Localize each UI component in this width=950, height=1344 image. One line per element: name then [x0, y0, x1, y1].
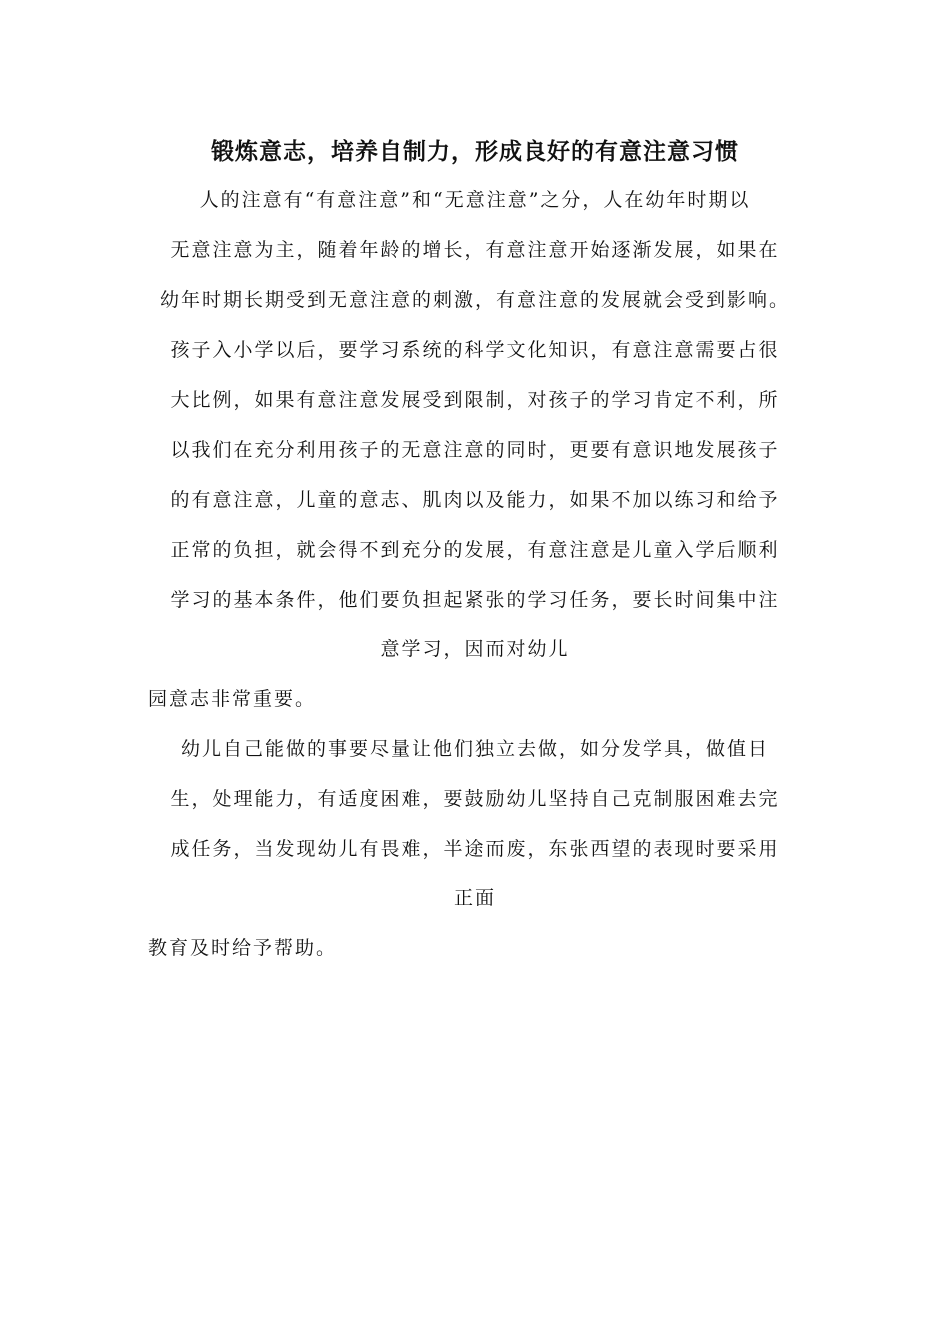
text-line: 无意注意为主，随着年龄的增长，有意注意开始逐渐发展，如果在 [170, 239, 780, 261]
document-title: 锻炼意志，培养自制力，形成良好的有意注意习惯 [211, 138, 739, 165]
text-line: 园意志非常重要。 [148, 688, 317, 710]
text-line: 孩子入小学以后，要学习系统的科学文化知识，有意注意需要占很 [170, 339, 780, 361]
text-line: 意学习，因而对幼儿 [380, 638, 570, 660]
text-line: 大比例，如果有意注意发展受到限制，对孩子的学习肯定不利，所 [170, 389, 780, 411]
text-line: 以我们在充分利用孩子的无意注意的同时，更要有意识地发展孩子 [170, 439, 780, 461]
text-line: 正面 [453, 887, 496, 909]
text-line: 人的注意有“有意注意”和“无意注意”之分，人在幼年时期以 [199, 189, 751, 211]
text-line: 幼儿自己能做的事要尽量让他们独立去做，如分发学具，做值日 [180, 738, 769, 760]
text-line: 学习的基本条件，他们要负担起紧张的学习任务，要长时间集中注 [170, 589, 780, 611]
text-line: 正常的负担，就会得不到充分的发展，有意注意是儿童入学后顺利 [170, 539, 780, 561]
text-line: 教育及时给予帮助。 [148, 937, 338, 959]
text-line: 生，处理能力，有适度困难，要鼓励幼儿坚持自己克制服困难去完 [170, 788, 780, 810]
text-line: 的有意注意，儿童的意志、肌肉以及能力，如果不加以练习和给予 [170, 489, 780, 511]
text-line: 成任务，当发现幼儿有畏难，半途而废，东张西望的表现时要采用 [170, 838, 780, 860]
text-line: 幼年时期长期受到无意注意的刺激，有意注意的发展就会受到影响。 [159, 289, 790, 311]
